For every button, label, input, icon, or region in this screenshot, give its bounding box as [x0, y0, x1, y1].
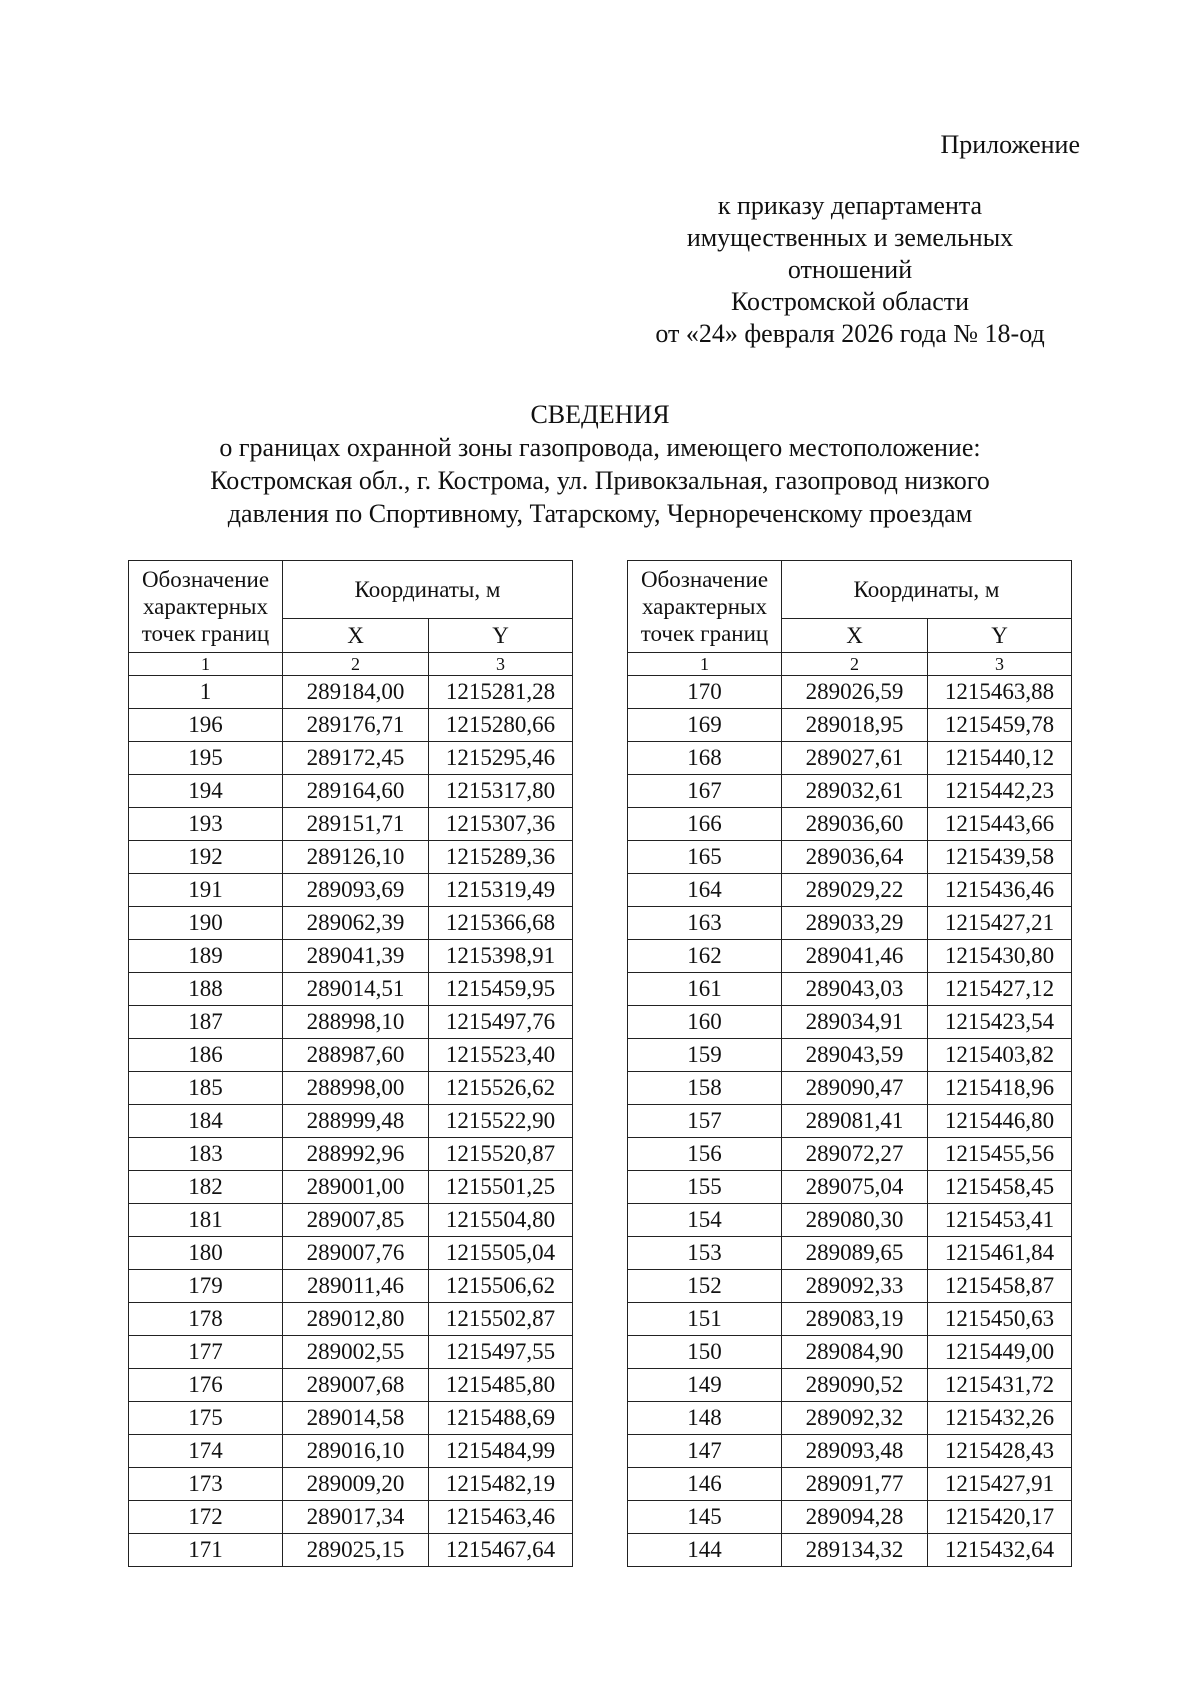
table-row	[129, 808, 573, 841]
table-row	[628, 1072, 1072, 1105]
x-coordinate-cell: 288992,96	[283, 1138, 429, 1171]
x-coordinate-cell: 289134,32	[782, 1534, 928, 1567]
y-coordinate-cell: 1215398,91	[429, 940, 573, 973]
point-number-cell: 173	[129, 1468, 283, 1501]
y-coordinate-cell: 1215520,87	[429, 1138, 573, 1171]
table-row	[628, 841, 1072, 874]
column-number: 2	[283, 653, 429, 676]
table-row	[129, 1171, 573, 1204]
table-row	[628, 1105, 1072, 1138]
table-row	[628, 973, 1072, 1006]
y-coordinate-cell: 1215463,88	[928, 676, 1072, 709]
table-row	[129, 1501, 573, 1534]
y-header: Y	[928, 619, 1072, 653]
point-number-cell: 162	[628, 940, 782, 973]
y-coordinate-cell: 1215485,80	[429, 1369, 573, 1402]
table-row	[628, 1237, 1072, 1270]
y-coordinate-cell: 1215430,80	[928, 940, 1072, 973]
x-coordinate-cell: 289007,68	[283, 1369, 429, 1402]
coordinates-table-left	[128, 560, 573, 1567]
document-subtitle-line: давления по Спортивному, Татарскому, Чернореченскому проездам	[227, 499, 973, 528]
y-coordinate-cell: 1215281,28	[429, 676, 573, 709]
y-coordinate-cell: 1215453,41	[928, 1204, 1072, 1237]
x-coordinate-cell: 289172,45	[283, 742, 429, 775]
y-coordinate-cell: 1215484,99	[429, 1435, 573, 1468]
x-coordinate-cell: 289164,60	[283, 775, 429, 808]
table-row	[129, 676, 573, 709]
y-coordinate-cell: 1215317,80	[429, 775, 573, 808]
x-coordinate-cell: 288998,00	[283, 1072, 429, 1105]
table-row	[129, 1138, 573, 1171]
x-coordinate-cell: 289184,00	[283, 676, 429, 709]
point-number-cell: 154	[628, 1204, 782, 1237]
point-label-header	[628, 561, 782, 653]
point-number-cell: 192	[129, 841, 283, 874]
y-coordinate-cell: 1215418,96	[928, 1072, 1072, 1105]
x-coordinate-cell: 289089,65	[782, 1237, 928, 1270]
point-number-cell: 172	[129, 1501, 283, 1534]
point-number-cell: 184	[129, 1105, 283, 1138]
table-row	[628, 1534, 1072, 1567]
point-number-cell: 160	[628, 1006, 782, 1039]
table-row	[129, 1435, 573, 1468]
appendix-line: отношений	[787, 255, 913, 284]
y-coordinate-cell: 1215427,91	[928, 1468, 1072, 1501]
point-number-cell: 182	[129, 1171, 283, 1204]
point-number-cell: 193	[129, 808, 283, 841]
x-coordinate-cell: 289009,20	[283, 1468, 429, 1501]
x-coordinate-cell: 289018,95	[782, 709, 928, 742]
table-row	[628, 808, 1072, 841]
point-number-cell: 159	[628, 1039, 782, 1072]
column-number: 1	[628, 653, 782, 676]
point-number-cell: 161	[628, 973, 782, 1006]
coordinates-header: Координаты, м	[283, 561, 573, 619]
y-coordinate-cell: 1215522,90	[429, 1105, 573, 1138]
y-coordinate-cell: 1215526,62	[429, 1072, 573, 1105]
point-number-cell: 190	[129, 907, 283, 940]
point-number-cell: 186	[129, 1039, 283, 1072]
appendix-title: Приложение	[940, 130, 1080, 159]
table-row	[628, 775, 1072, 808]
coordinates-header: Координаты, м	[782, 561, 1072, 619]
table-row	[129, 1336, 573, 1369]
x-coordinate-cell: 289012,80	[283, 1303, 429, 1336]
document-subtitle-line: о границах охранной зоны газопровода, имеющего местоположение:	[219, 433, 981, 462]
table-row	[129, 841, 573, 874]
point-number-cell: 180	[129, 1237, 283, 1270]
column-number: 3	[429, 653, 573, 676]
x-coordinate-cell: 289025,15	[283, 1534, 429, 1567]
y-coordinate-cell: 1215467,64	[429, 1534, 573, 1567]
table-row	[628, 1171, 1072, 1204]
x-coordinate-cell: 289062,39	[283, 907, 429, 940]
y-coordinate-cell: 1215455,56	[928, 1138, 1072, 1171]
document-subtitle-line: Костромская обл., г. Кострома, ул. Привокзальная, газопровод низкого	[210, 466, 990, 495]
point-number-cell: 151	[628, 1303, 782, 1336]
table-row	[129, 742, 573, 775]
x-coordinate-cell: 289043,59	[782, 1039, 928, 1072]
x-coordinate-cell: 288999,48	[283, 1105, 429, 1138]
table-row	[129, 1072, 573, 1105]
y-coordinate-cell: 1215463,46	[429, 1501, 573, 1534]
x-coordinate-cell: 289002,55	[283, 1336, 429, 1369]
x-coordinate-cell: 289091,77	[782, 1468, 928, 1501]
x-header: X	[782, 619, 928, 653]
x-coordinate-cell: 289081,41	[782, 1105, 928, 1138]
x-coordinate-cell: 289014,51	[283, 973, 429, 1006]
point-number-cell: 196	[129, 709, 283, 742]
table-row	[628, 709, 1072, 742]
header-text: характерных	[641, 594, 767, 619]
table-row	[628, 1501, 1072, 1534]
y-coordinate-cell: 1215501,25	[429, 1171, 573, 1204]
y-coordinate-cell: 1215366,68	[429, 907, 573, 940]
point-number-cell: 187	[129, 1006, 283, 1039]
point-number-cell: 191	[129, 874, 283, 907]
table-row	[628, 1435, 1072, 1468]
x-coordinate-cell: 289072,27	[782, 1138, 928, 1171]
y-coordinate-cell: 1215458,45	[928, 1171, 1072, 1204]
y-coordinate-cell: 1215482,19	[429, 1468, 573, 1501]
point-number-cell: 185	[129, 1072, 283, 1105]
table-row	[129, 907, 573, 940]
table-row	[129, 1237, 573, 1270]
point-number-cell: 195	[129, 742, 283, 775]
point-number-cell: 149	[628, 1369, 782, 1402]
y-coordinate-cell: 1215446,80	[928, 1105, 1072, 1138]
y-coordinate-cell: 1215488,69	[429, 1402, 573, 1435]
table-row	[628, 742, 1072, 775]
table-row	[129, 1039, 573, 1072]
point-number-cell: 163	[628, 907, 782, 940]
table-row	[628, 1369, 1072, 1402]
x-coordinate-cell: 289090,52	[782, 1369, 928, 1402]
document-title: СВЕДЕНИЯ	[530, 400, 670, 429]
x-coordinate-cell: 289034,91	[782, 1006, 928, 1039]
point-number-cell: 177	[129, 1336, 283, 1369]
point-number-cell: 1	[129, 676, 283, 709]
point-number-cell: 169	[628, 709, 782, 742]
point-number-cell: 155	[628, 1171, 782, 1204]
header-text: Обозначение	[640, 567, 769, 592]
column-number: 1	[129, 653, 283, 676]
y-coordinate-cell: 1215427,21	[928, 907, 1072, 940]
x-coordinate-cell: 289092,32	[782, 1402, 928, 1435]
y-coordinate-cell: 1215506,62	[429, 1270, 573, 1303]
point-number-cell: 168	[628, 742, 782, 775]
y-coordinate-cell: 1215289,36	[429, 841, 573, 874]
table-row	[628, 1402, 1072, 1435]
x-coordinate-cell: 289093,48	[782, 1435, 928, 1468]
x-coordinate-cell: 288998,10	[283, 1006, 429, 1039]
appendix-line: от «24» февраля 2026 года № 18-од	[655, 319, 1045, 348]
table-row	[129, 1204, 573, 1237]
point-label-header	[129, 561, 283, 653]
table-row	[628, 1270, 1072, 1303]
point-number-cell: 158	[628, 1072, 782, 1105]
table-row	[628, 907, 1072, 940]
appendix-order-reference	[620, 190, 1080, 350]
y-header: Y	[429, 619, 573, 653]
y-coordinate-cell: 1215505,04	[429, 1237, 573, 1270]
x-coordinate-cell: 289176,71	[283, 709, 429, 742]
y-coordinate-cell: 1215497,55	[429, 1336, 573, 1369]
x-coordinate-cell: 289151,71	[283, 808, 429, 841]
y-coordinate-cell: 1215450,63	[928, 1303, 1072, 1336]
x-coordinate-cell: 289016,10	[283, 1435, 429, 1468]
point-number-cell: 165	[628, 841, 782, 874]
y-coordinate-cell: 1215423,54	[928, 1006, 1072, 1039]
x-coordinate-cell: 289036,64	[782, 841, 928, 874]
x-coordinate-cell: 289126,10	[283, 841, 429, 874]
point-number-cell: 146	[628, 1468, 782, 1501]
header-text: характерных	[142, 594, 268, 619]
y-coordinate-cell: 1215295,46	[429, 742, 573, 775]
point-number-cell: 170	[628, 676, 782, 709]
x-coordinate-cell: 289027,61	[782, 742, 928, 775]
appendix-line: Костромской области	[730, 287, 970, 316]
point-number-cell: 188	[129, 973, 283, 1006]
x-coordinate-cell: 289043,03	[782, 973, 928, 1006]
table-row	[129, 1006, 573, 1039]
point-number-cell: 176	[129, 1369, 283, 1402]
y-coordinate-cell: 1215523,40	[429, 1039, 573, 1072]
y-coordinate-cell: 1215502,87	[429, 1303, 573, 1336]
coordinates-table-right	[627, 560, 1072, 1567]
y-coordinate-cell: 1215280,66	[429, 709, 573, 742]
y-coordinate-cell: 1215319,49	[429, 874, 573, 907]
point-number-cell: 194	[129, 775, 283, 808]
table-row	[129, 1105, 573, 1138]
x-coordinate-cell: 289032,61	[782, 775, 928, 808]
x-coordinate-cell: 289080,30	[782, 1204, 928, 1237]
table-row	[628, 676, 1072, 709]
x-coordinate-cell: 289014,58	[283, 1402, 429, 1435]
table-row	[129, 1270, 573, 1303]
x-coordinate-cell: 289083,19	[782, 1303, 928, 1336]
y-coordinate-cell: 1215442,23	[928, 775, 1072, 808]
x-coordinate-cell: 289090,47	[782, 1072, 928, 1105]
column-number: 2	[782, 653, 928, 676]
y-coordinate-cell: 1215458,87	[928, 1270, 1072, 1303]
point-number-cell: 152	[628, 1270, 782, 1303]
table-row	[129, 973, 573, 1006]
point-number-cell: 148	[628, 1402, 782, 1435]
x-coordinate-cell: 289001,00	[283, 1171, 429, 1204]
point-number-cell: 145	[628, 1501, 782, 1534]
point-number-cell: 157	[628, 1105, 782, 1138]
x-coordinate-cell: 289011,46	[283, 1270, 429, 1303]
y-coordinate-cell: 1215403,82	[928, 1039, 1072, 1072]
y-coordinate-cell: 1215504,80	[429, 1204, 573, 1237]
column-number: 3	[928, 653, 1072, 676]
y-coordinate-cell: 1215439,58	[928, 841, 1072, 874]
header-text: точек границ	[141, 621, 270, 646]
point-number-cell: 153	[628, 1237, 782, 1270]
appendix-line: имущественных и земельных	[686, 223, 1014, 252]
y-coordinate-cell: 1215449,00	[928, 1336, 1072, 1369]
y-coordinate-cell: 1215459,95	[429, 973, 573, 1006]
y-coordinate-cell: 1215440,12	[928, 742, 1072, 775]
x-coordinate-cell: 289094,28	[782, 1501, 928, 1534]
point-number-cell: 183	[129, 1138, 283, 1171]
table-row	[628, 1039, 1072, 1072]
point-number-cell: 175	[129, 1402, 283, 1435]
table-row	[129, 1303, 573, 1336]
table-row	[628, 1204, 1072, 1237]
table-row	[129, 1468, 573, 1501]
x-coordinate-cell: 289007,85	[283, 1204, 429, 1237]
y-coordinate-cell: 1215459,78	[928, 709, 1072, 742]
y-coordinate-cell: 1215461,84	[928, 1237, 1072, 1270]
x-header: X	[283, 619, 429, 653]
y-coordinate-cell: 1215420,17	[928, 1501, 1072, 1534]
x-coordinate-cell: 289036,60	[782, 808, 928, 841]
point-number-cell: 179	[129, 1270, 283, 1303]
table-row	[628, 1303, 1072, 1336]
y-coordinate-cell: 1215307,36	[429, 808, 573, 841]
x-coordinate-cell: 289033,29	[782, 907, 928, 940]
point-number-cell: 166	[628, 808, 782, 841]
table-row	[628, 1006, 1072, 1039]
x-coordinate-cell: 289041,46	[782, 940, 928, 973]
point-number-cell: 167	[628, 775, 782, 808]
y-coordinate-cell: 1215443,66	[928, 808, 1072, 841]
header-text: Обозначение	[141, 567, 270, 592]
table-row	[628, 1468, 1072, 1501]
x-coordinate-cell: 289029,22	[782, 874, 928, 907]
table-row	[628, 940, 1072, 973]
table-row	[129, 940, 573, 973]
point-number-cell: 174	[129, 1435, 283, 1468]
x-coordinate-cell: 289026,59	[782, 676, 928, 709]
point-number-cell: 156	[628, 1138, 782, 1171]
table-row	[129, 709, 573, 742]
x-coordinate-cell: 289017,34	[283, 1501, 429, 1534]
point-number-cell: 150	[628, 1336, 782, 1369]
point-number-cell: 178	[129, 1303, 283, 1336]
x-coordinate-cell: 289092,33	[782, 1270, 928, 1303]
point-number-cell: 189	[129, 940, 283, 973]
y-coordinate-cell: 1215497,76	[429, 1006, 573, 1039]
y-coordinate-cell: 1215436,46	[928, 874, 1072, 907]
appendix-block	[0, 0, 1200, 360]
table-row	[129, 874, 573, 907]
point-number-cell: 144	[628, 1534, 782, 1567]
table-row	[129, 775, 573, 808]
x-coordinate-cell: 288987,60	[283, 1039, 429, 1072]
table-row	[628, 1336, 1072, 1369]
y-coordinate-cell: 1215432,26	[928, 1402, 1072, 1435]
table-row	[129, 1369, 573, 1402]
table-row	[129, 1534, 573, 1567]
x-coordinate-cell: 289093,69	[283, 874, 429, 907]
header-text: точек границ	[640, 621, 769, 646]
x-coordinate-cell: 289041,39	[283, 940, 429, 973]
table-row	[129, 1402, 573, 1435]
point-number-cell: 171	[129, 1534, 283, 1567]
appendix-line: к приказу департамента	[717, 191, 983, 220]
document-heading	[0, 398, 1200, 530]
y-coordinate-cell: 1215427,12	[928, 973, 1072, 1006]
y-coordinate-cell: 1215428,43	[928, 1435, 1072, 1468]
x-coordinate-cell: 289007,76	[283, 1237, 429, 1270]
point-number-cell: 164	[628, 874, 782, 907]
table-row	[628, 1138, 1072, 1171]
x-coordinate-cell: 289084,90	[782, 1336, 928, 1369]
point-number-cell: 181	[129, 1204, 283, 1237]
x-coordinate-cell: 289075,04	[782, 1171, 928, 1204]
y-coordinate-cell: 1215432,64	[928, 1534, 1072, 1567]
y-coordinate-cell: 1215431,72	[928, 1369, 1072, 1402]
point-number-cell: 147	[628, 1435, 782, 1468]
table-row	[628, 874, 1072, 907]
